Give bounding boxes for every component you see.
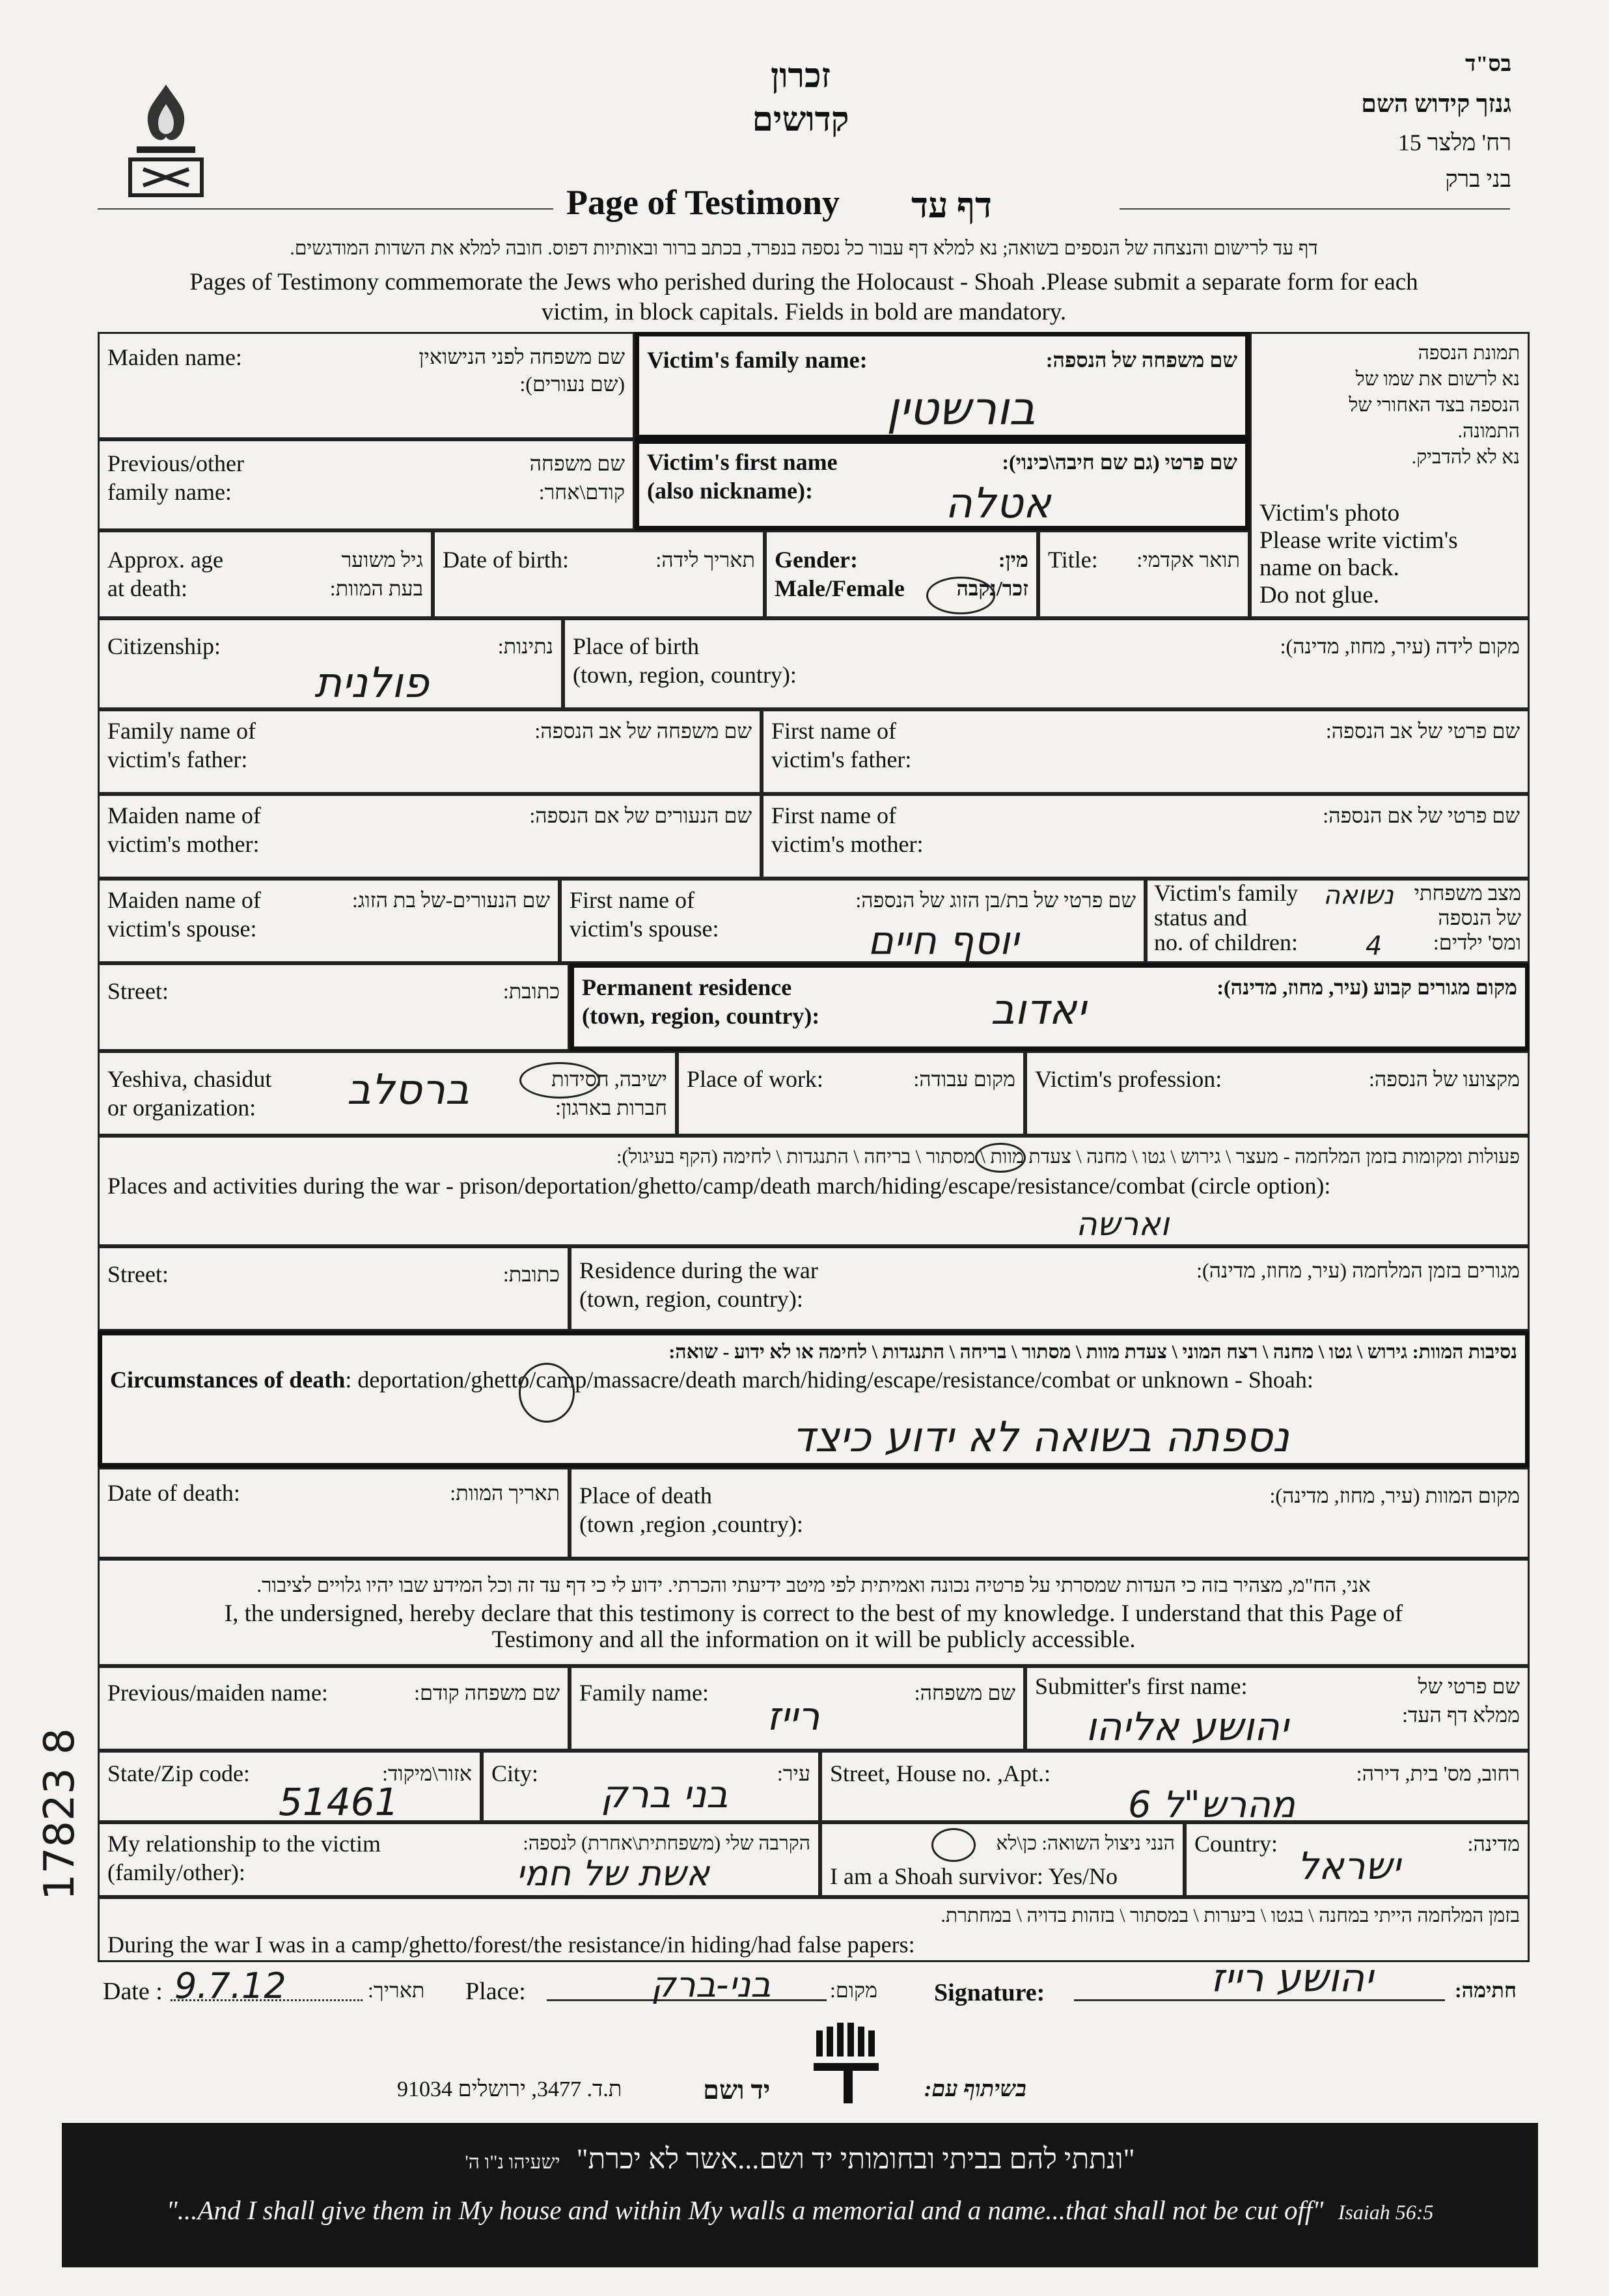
birth-place-cell[interactable]: Place of birth (town, region, country): מקום לידה (עיר, מחוז, מדינה): (563, 618, 1530, 709)
family-name-value: בורשטין (887, 382, 1036, 435)
prev-family-cell[interactable]: Previous/other family name: שם משפחה קודם\אחר: (98, 439, 635, 530)
yad-vashem-logo (807, 2017, 885, 2109)
zikaron: זכרון (770, 58, 831, 95)
header-line-right (1120, 208, 1510, 210)
during-war-cell[interactable]: בזמן המלחמה הייתי במחנה \ בגטו \ ביערות \ במסתור \ בזהות בדויה \ במחתרת. During the war I was in a camp/ghetto/forest/the resistance/in hiding/had false papers: (98, 1897, 1530, 1962)
submitter-street-cell[interactable]: Street, House no. ,Apt.: רחוב, מס' בית, דירה: מהרש"ל 6 (820, 1751, 1530, 1822)
title-he: דף עד (911, 186, 992, 225)
mother-first-cell[interactable]: First name of victim's mother: שם פרטי של אם הנספה: (762, 794, 1530, 879)
title-cell[interactable]: Title: תואר אקדמי: (1038, 530, 1250, 618)
ghetto-circle (975, 1143, 1026, 1173)
maiden-name-cell[interactable]: Maiden name: שם משפחה לפני הנישואין (שם נעורים): (98, 332, 635, 439)
place-label-en: Place: (465, 1978, 526, 2005)
flame-logo-icon (117, 78, 215, 202)
mother-maiden-cell[interactable]: Maiden name of victim's mother: שם הנעורים של אם הנספה: (98, 794, 762, 879)
zip-value: 51461 (279, 1780, 399, 1824)
side-number: 17823 8 (36, 1728, 84, 1900)
spouse-first-value: יוסף חיים (868, 918, 1019, 964)
submitter-street-value: מהרש"ל 6 (1128, 1784, 1295, 1826)
dob-cell[interactable]: Date of birth: תאריך לידה: (433, 530, 765, 618)
profession-cell[interactable]: Victim's profession: מקצועו של הנספה: (1025, 1051, 1530, 1136)
date-value[interactable]: 9.7.12 (174, 1965, 286, 2006)
yeshiva-cell[interactable]: Yeshiva, chasidut or organization: ישיבה, חסידות חברות בארגון: ברסלב (98, 1051, 677, 1136)
submitter-first-cell[interactable]: Submitter's first name: שם פרטי של ממלא דף העד: יהושע אליהו (1025, 1666, 1530, 1751)
org-address-2: בני ברק (1445, 166, 1511, 192)
photo-box: תמונת הנספה נא לרשום את שמו של הנספה בצד האחורי של התמונה. נא לא להדביק. Victim's photo Please write victim's name on back. Do not glue. (1250, 332, 1530, 618)
father-first-cell[interactable]: First name of victim's father: שם פרטי של אב הנספה: (762, 709, 1530, 794)
first-name-cell[interactable]: Victim's first name (also nickname): שם פרטי (גם שם חיבה\כינוי): אטלה (635, 439, 1250, 530)
residence-war-cell[interactable]: Residence during the war (town, region, country): מגורים בזמן המלחמה (עיר, מחוז, מדינה): (570, 1246, 1530, 1331)
family-status-value: נשואה (1323, 881, 1394, 910)
quote-he: "ונתתי להם בביתי ובחומותי יד ושם...אשר לא יכרת" (576, 2143, 1135, 2175)
citizenship-cell[interactable]: Citizenship: נתינות: פולנית (98, 618, 563, 709)
bsd: בס"ד (1465, 52, 1511, 76)
intro-en-1: Pages of Testimony commemorate the Jews who perished during the Holocaust - Shoah .Please submit a separate form for each (189, 269, 1418, 295)
first-name-value: אטלה (945, 480, 1051, 528)
quote-en: "...And I shall give them in My house and within My walls a memorial and a name...that shall not be cut off" (166, 2195, 1324, 2225)
family-status-cell[interactable]: Victim's family status and no. of children: מצב משפחתי של הנספה ומס' ילדים: נשואה 4 (1146, 879, 1530, 963)
gender-cell[interactable]: Gender: Male/Female מין: זכר/נקבה (765, 530, 1038, 618)
yad-vashem-name: יד ושם (703, 2075, 771, 2105)
intro-he: דף עד לרישום והנצחה של הנספים בשואה; נא למלא דף עבור כל נספה בנפרד, בכתב ברור ובאותיות דפוס. חובה למלא את השדות המודגשים. (290, 238, 1318, 259)
death-place-cell[interactable]: Place of death (town ,region ,country): מקום המוות (עיר, מחוז, מדינה): (570, 1468, 1530, 1559)
relationship-value: אשת של חמי (516, 1853, 710, 1894)
title-en: Page of Testimony (566, 183, 840, 222)
gender-female-circle (926, 577, 995, 614)
children-count-value: 4 (1366, 931, 1382, 961)
submitter-family-cell[interactable]: Family name: שם משפחה: רייז (570, 1666, 1025, 1751)
submitter-prev-maiden-cell[interactable]: Previous/maiden name: שם משפחה קודם: (98, 1666, 570, 1751)
date-label-en: Date : (103, 1978, 163, 2005)
org-name: גנזך קידוש השם (1361, 90, 1511, 118)
spouse-maiden-cell[interactable]: Maiden name of victim's spouse: שם הנעורים-של בת הזוג: (98, 879, 560, 963)
submitter-family-value: רייז (767, 1694, 820, 1740)
signature-label-he: חתימה: (1455, 1978, 1517, 2002)
org-address-1: רח' מלצר 15 (1397, 130, 1511, 156)
places-war-value: וארשה (1076, 1205, 1170, 1243)
zip-cell[interactable]: State/Zip code: אזור\מיקוד: 51461 (98, 1751, 482, 1822)
relationship-cell[interactable]: My relationship to the victim (family/other): הקרבה שלי (משפחתית\אחרת) לנספה: אשת של חמי (98, 1822, 820, 1897)
street-cell[interactable]: Street: כתובת: (98, 963, 570, 1051)
unknown-circle (519, 1363, 575, 1423)
survivor-no-circle (931, 1828, 976, 1862)
yad-vashem-candles-icon (807, 2017, 885, 2109)
submitter-first-value: יהושע אליהו (1086, 1704, 1289, 1750)
family-name-cell[interactable]: Victim's family name: שם משפחה של הנספה: בורשטין (635, 332, 1250, 439)
signature-value[interactable]: יהושע רייז (1211, 1956, 1373, 2001)
circumstances-cell[interactable]: נסיבות המוות: גירוש \ גטו \ מחנה \ רצח המוני \ צעדת מוות \ מסתור \ בריחה \ התנגדות \ לחימה או לא ידוע - שואה: Circumstances of death: deportation/ghetto/camp/massacre/death march/hiding/escape/resistance/combat or unknown - Shoah: נספתה בשואה לא ידוע כיצד (98, 1331, 1530, 1468)
permanent-res-value: יאדוב (991, 986, 1086, 1034)
survivor-cell[interactable]: הנני ניצול השואה: כן\לא I am a Shoah survivor: Yes/No (820, 1822, 1185, 1897)
intro-en-2: victim, in block capitals. Fields in bold are mandatory. (541, 299, 1067, 325)
country-cell[interactable]: Country: מדינה: ישראל (1185, 1822, 1530, 1897)
signature-label-en: Signature: (934, 1979, 1045, 2006)
yeshiva-value: ברסלב (347, 1066, 470, 1114)
quote-source-he: ישעיהו נ"ו ה' (465, 2152, 560, 2173)
kedoshim: קדושים (752, 102, 849, 139)
street-war-cell[interactable]: Street: כתובת: (98, 1246, 570, 1331)
city-value: בני ברק (601, 1772, 728, 1816)
spouse-first-cell[interactable]: First name of victim's spouse: שם פרטי של בת/בן הזוג של הנספה: יוסף חיים (560, 879, 1146, 963)
declaration-cell: אני, הח"מ, מצהיר בזה כי העדות שמסרתי על פרטיה נכונה ואמיתית לפי מיטב ידיעתי והכרתי. ידוע לי כי דף עד זה וכל המידע שבו יהיו גלויים לציבור. I, the undersigned, hereby declare that this testimony is correct to the best of my knowledge. I understand that this Page of Testimony and all the information on it will be publicly accessible. (98, 1559, 1530, 1666)
logo (117, 78, 215, 202)
permanent-res-cell[interactable]: Permanent residence (town, region, country): מקום מגורים קבוע (עיר, מחוז, מדינה): יאדוב (570, 963, 1530, 1051)
quote-banner (62, 2123, 1538, 2267)
partner-label: בשיתוף עם: (924, 2077, 1026, 2101)
quote-source-en: Isaiah 56:5 (1338, 2200, 1434, 2224)
place-value[interactable]: בני-ברק (651, 1964, 771, 2005)
city-cell[interactable]: City: עיר: בני ברק (482, 1751, 820, 1822)
age-cell[interactable]: Approx. age at death: גיל משוער בעת המוות: (98, 530, 433, 618)
header-line-left (98, 208, 553, 210)
death-date-cell[interactable]: Date of death: תאריך המוות: (98, 1468, 570, 1559)
citizenship-value: פולנית (314, 659, 429, 707)
circumstances-value: נספתה בשואה לא ידוע כיצד (792, 1414, 1289, 1462)
chasidut-circle (519, 1062, 600, 1099)
date-label-he: תאריך: (368, 1978, 425, 2002)
place-label-he: מקום: (830, 1978, 878, 2002)
yad-vashem-address: ת.ד. 3477, ירושלים 91034 (397, 2077, 622, 2101)
father-family-cell[interactable]: Family name of victim's father: שם משפחה של אב הנספה: (98, 709, 762, 794)
places-war-cell[interactable]: פעולות ומקומות בזמן המלחמה - מעצר \ גירוש \ גטו \ מחנה \ צעדת מוות \ מסתור \ בריחה \ התנגדות \ לחימה (הקף בעיגול): Places and activities during the war - prison/deportation/ghetto/camp/death march/hiding/escape/resistance/combat (circle option): וארשה (98, 1136, 1530, 1246)
work-cell[interactable]: Place of work: מקום עבודה: (677, 1051, 1025, 1136)
country-value: ישראל (1297, 1844, 1401, 1888)
